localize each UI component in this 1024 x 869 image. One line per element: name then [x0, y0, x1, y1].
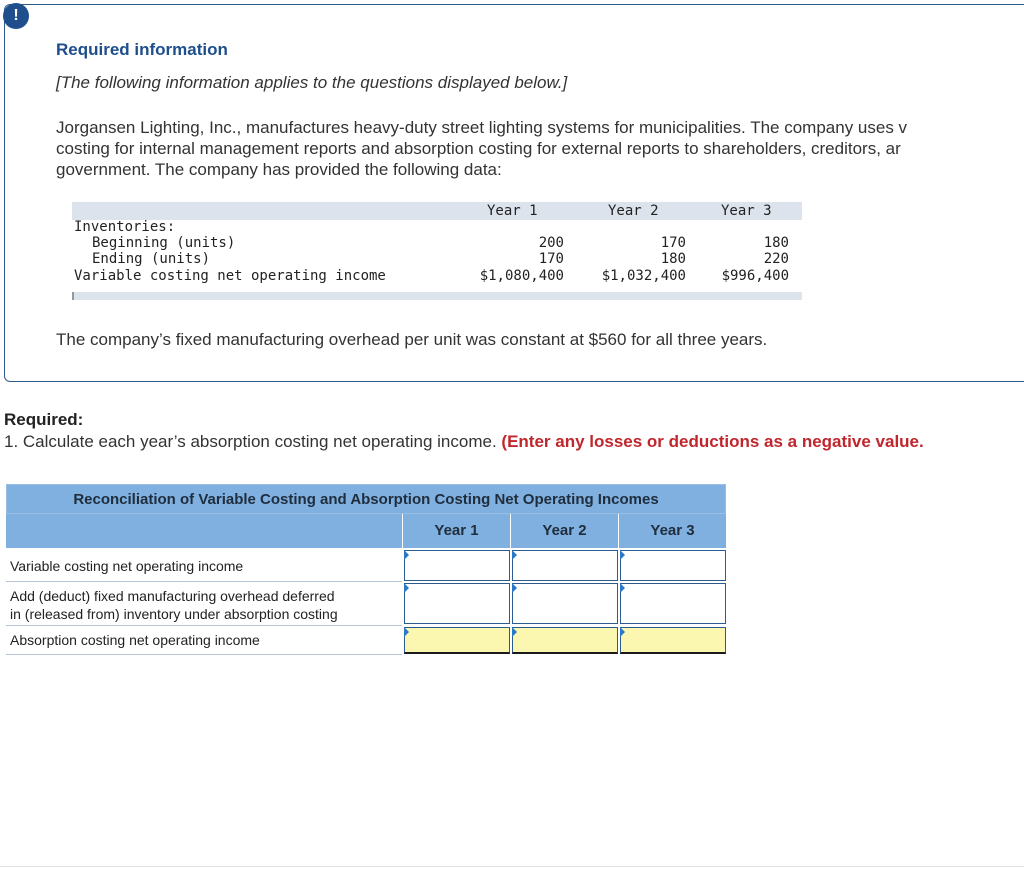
page-bottom-divider	[0, 866, 1024, 867]
required-information-panel	[4, 4, 1024, 382]
input-vc-noi-year1[interactable]	[404, 550, 510, 581]
ending-year3: 220	[763, 251, 789, 267]
row-label-fmoh-deferred-line1: Add (deduct) fixed manufacturing overhead deferred	[10, 588, 335, 604]
col-header-year1: Year 1	[402, 514, 510, 548]
cell-marker-icon	[512, 627, 517, 637]
reconciliation-title: Reconciliation of Variable Costing and Absorption Costing Net Operating Incomes	[6, 484, 726, 514]
cell-marker-icon	[620, 627, 625, 637]
vc-noi-year1: $1,080,400	[479, 268, 564, 284]
cell-marker-icon	[620, 583, 625, 593]
row-divider	[6, 581, 402, 582]
description-line: government. The company has provided the following data:	[56, 160, 502, 179]
total-ac-noi-year2[interactable]	[512, 627, 618, 654]
cell-marker-icon	[512, 550, 517, 560]
fixed-overhead-note: The company’s fixed manufacturing overhead per unit was constant at $560 for all three years.	[56, 330, 768, 349]
vc-noi-label: Variable costing net operating income	[74, 268, 386, 284]
cell-marker-icon	[620, 550, 625, 560]
question-instruction: (Enter any losses or deductions as a negative value.	[501, 432, 924, 451]
row-divider	[6, 654, 402, 655]
beginning-year1: 200	[538, 235, 564, 251]
reconciliation-header-row	[6, 514, 726, 548]
beginning-year2: 170	[660, 235, 686, 251]
data-table-footer	[72, 292, 802, 300]
input-vc-noi-year2[interactable]	[512, 550, 618, 581]
ending-year1: 170	[538, 251, 564, 267]
row-label-vc-noi: Variable costing net operating income	[10, 558, 244, 574]
row-label-fmoh-deferred-line2: in (released from) inventory under absorption costing	[10, 606, 338, 622]
total-ac-noi-year3[interactable]	[620, 627, 726, 654]
col-header-year2: Year 2	[510, 514, 618, 548]
data-col-header-year2: Year 2	[608, 203, 659, 219]
vc-noi-year2: $1,032,400	[601, 268, 686, 284]
data-col-header-year3: Year 3	[721, 203, 772, 219]
row-label-ac-noi: Absorption costing net operating income	[10, 632, 260, 648]
total-ac-noi-year1[interactable]	[404, 627, 510, 654]
ending-units-label: Ending (units)	[92, 251, 211, 267]
input-fmoh-deferred-year3[interactable]	[620, 583, 726, 624]
input-fmoh-deferred-year1[interactable]	[404, 583, 510, 624]
alert-icon: !	[3, 3, 29, 29]
description-line: Jorgansen Lighting, Inc., manufactures heavy-duty street lighting systems for municipalities. The company uses v	[56, 118, 908, 137]
provided-data-table	[72, 202, 802, 300]
question-body: 1. Calculate each year’s absorption costing net operating income.	[4, 432, 497, 451]
question-text	[4, 432, 924, 452]
input-vc-noi-year3[interactable]	[620, 550, 726, 581]
cell-marker-icon	[404, 627, 409, 637]
col-header-year3: Year 3	[618, 514, 726, 548]
company-description	[56, 117, 1024, 180]
cell-marker-icon	[404, 583, 409, 593]
data-table-header	[72, 202, 802, 220]
row-divider	[6, 625, 402, 626]
beginning-units-label: Beginning (units)	[92, 235, 236, 251]
ending-year2: 180	[660, 251, 686, 267]
vc-noi-year3: $996,400	[721, 268, 789, 284]
description-line: costing for internal management reports and absorption costing for external reports to shareholders, creditors, ar	[56, 139, 901, 158]
beginning-year3: 180	[763, 235, 789, 251]
data-col-header-year1: Year 1	[487, 203, 538, 219]
inventories-label: Inventories:	[74, 219, 176, 235]
cell-marker-icon	[404, 550, 409, 560]
required-label: Required:	[4, 410, 84, 429]
input-fmoh-deferred-year2[interactable]	[512, 583, 618, 624]
required-information-heading: Required information	[56, 40, 228, 59]
cell-marker-icon	[512, 583, 517, 593]
applies-note: [The following information applies to the questions displayed below.]	[56, 73, 568, 92]
